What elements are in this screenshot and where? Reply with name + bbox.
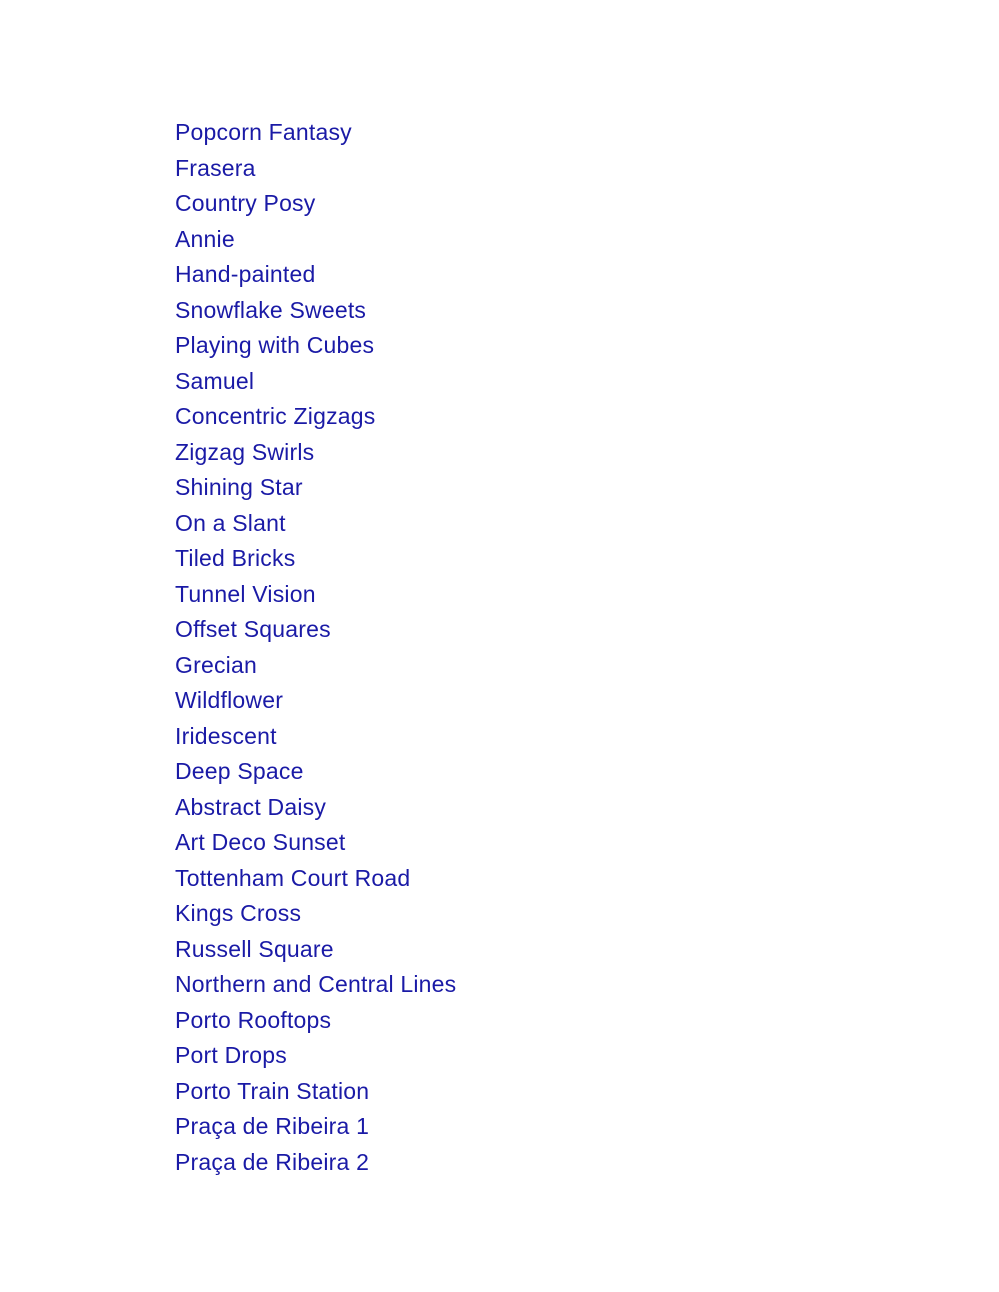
list-item — [175, 932, 456, 968]
pattern-link[interactable]: Praça de Ribeira 1 — [175, 1113, 370, 1139]
list-item — [175, 648, 456, 684]
list-item — [175, 151, 456, 187]
list-item — [175, 1038, 456, 1074]
pattern-link[interactable]: Porto Rooftops — [175, 1006, 332, 1033]
list-item — [175, 754, 456, 790]
list-item — [175, 967, 456, 1003]
list-item — [175, 435, 456, 471]
pattern-link[interactable]: Popcorn Fantasy — [175, 119, 352, 145]
pattern-link[interactable]: Playing with Cubes — [175, 332, 375, 358]
list-item — [175, 612, 456, 648]
pattern-link[interactable]: Tunnel Vision — [175, 580, 316, 607]
list-item — [175, 257, 456, 293]
pattern-link[interactable]: Porto Train Station — [175, 1077, 370, 1104]
pattern-link[interactable]: Hand-painted — [175, 261, 316, 287]
list-item — [175, 861, 456, 897]
pattern-link[interactable]: Tiled Bricks — [175, 545, 296, 571]
list-item — [175, 328, 456, 364]
list-item — [175, 1003, 456, 1039]
list-item — [175, 896, 456, 932]
pattern-link[interactable]: Russell Square — [175, 935, 334, 962]
list-item — [175, 541, 456, 577]
list-item — [175, 222, 456, 258]
pattern-link[interactable]: Tottenham Court Road — [175, 864, 411, 891]
pattern-link[interactable]: Annie — [175, 225, 235, 252]
pattern-link[interactable]: Snowflake Sweets — [175, 296, 367, 323]
pattern-link[interactable]: Concentric Zigzags — [175, 403, 376, 429]
list-item — [175, 1074, 456, 1110]
list-item — [175, 1109, 456, 1145]
pattern-link[interactable]: Art Deco Sunset — [175, 829, 346, 855]
list-item — [175, 364, 456, 400]
list-item — [175, 1145, 456, 1181]
pattern-link[interactable]: Grecian — [175, 651, 257, 678]
pattern-link[interactable]: Frasera — [175, 154, 256, 181]
pattern-link-list — [175, 115, 456, 1180]
pattern-link[interactable]: Iridescent — [175, 722, 277, 749]
list-item — [175, 506, 456, 542]
pattern-link[interactable]: Shining Star — [175, 474, 303, 500]
pattern-link[interactable]: Northern and Central Lines — [175, 971, 457, 997]
pattern-link[interactable]: Wildflower — [175, 687, 284, 713]
pattern-link[interactable]: Offset Squares — [175, 616, 331, 642]
pattern-link[interactable]: Kings Cross — [175, 900, 302, 926]
list-item — [175, 470, 456, 506]
pattern-link[interactable]: Country Posy — [175, 190, 316, 216]
pattern-link[interactable]: On a Slant — [175, 509, 286, 536]
pattern-link[interactable]: Port Drops — [175, 1042, 287, 1068]
pattern-link[interactable]: Zigzag Swirls — [175, 438, 315, 465]
list-item — [175, 683, 456, 719]
list-item — [175, 293, 456, 329]
list-item — [175, 719, 456, 755]
list-item — [175, 825, 456, 861]
list-item — [175, 115, 456, 151]
list-item — [175, 186, 456, 222]
pattern-link[interactable]: Praça de Ribeira 2 — [175, 1148, 370, 1175]
list-item — [175, 577, 456, 613]
pattern-link[interactable]: Deep Space — [175, 758, 304, 784]
list-item — [175, 399, 456, 435]
list-item — [175, 790, 456, 826]
pattern-link[interactable]: Abstract Daisy — [175, 793, 327, 820]
pattern-link[interactable]: Samuel — [175, 367, 255, 394]
